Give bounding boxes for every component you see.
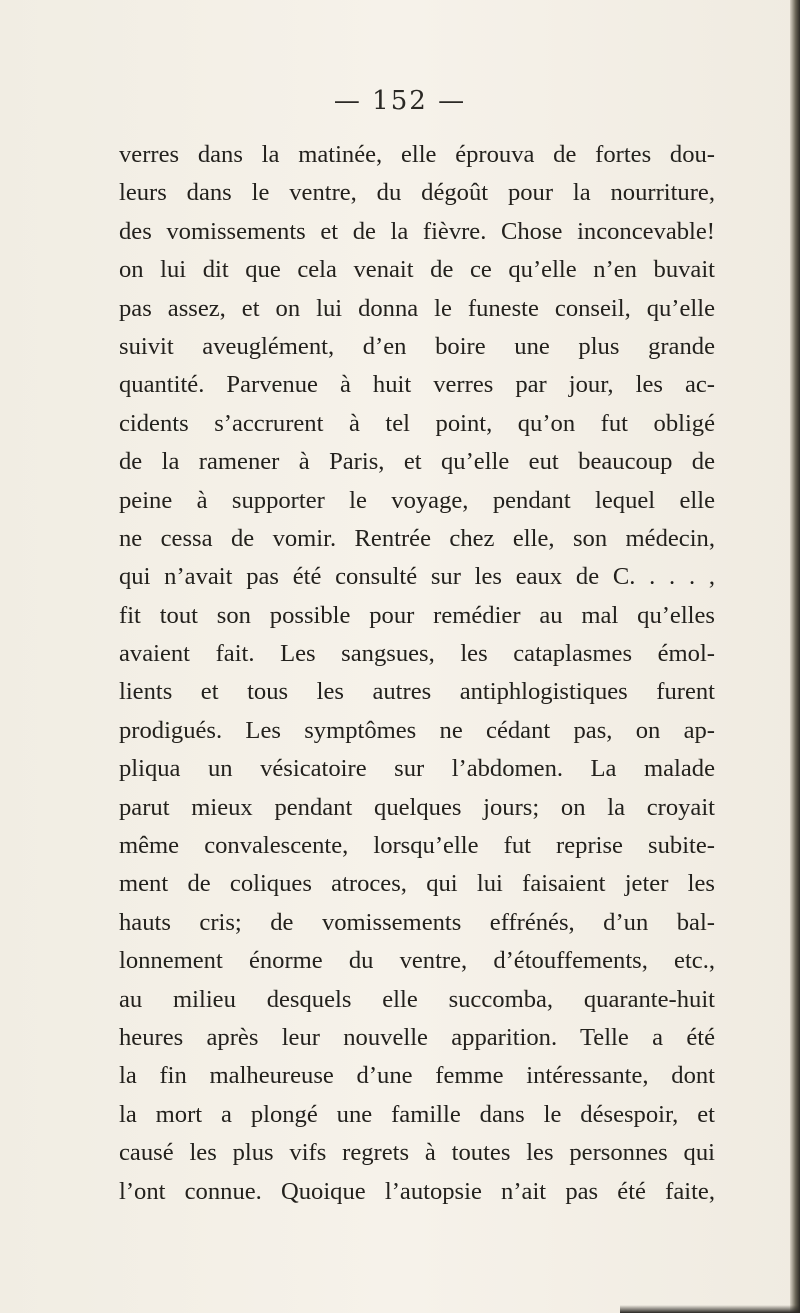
body-text xyxy=(119,136,715,1211)
text-line: verres dans la matinée, elle éprouva de fortes dou- xyxy=(119,141,715,168)
text-line: hauts cris; de vomissements effrénés, d’un bal- xyxy=(119,908,715,936)
text-line: ment de coliques atroces, qui lui faisaient jeter les xyxy=(119,870,715,898)
text-line: la fin malheureuse d’une femme intéressante, dont xyxy=(119,1062,715,1090)
text-line: cidents s’accrurent à tel point, qu’on fut obligé xyxy=(119,409,715,437)
text-line: causé les plus vifs regrets à toutes les personnes qui xyxy=(119,1139,715,1167)
text-line: au milieu desquels elle succomba, quarante-huit xyxy=(119,985,715,1013)
text-line: ne cessa de vomir. Rentrée chez elle, son médecin, xyxy=(119,524,715,552)
text-line: la mort a plongé une famille dans le désespoir, et xyxy=(119,1100,715,1128)
text-line: heures après leur nouvelle apparition. Telle a été xyxy=(119,1023,715,1051)
text-line: parut mieux pendant quelques jours; on la croyait xyxy=(119,793,715,821)
text-line: lonnement énorme du ventre, d’étouffements, etc., xyxy=(119,947,715,975)
text-line: pas assez, et on lui donna le funeste conseil, qu’elle xyxy=(119,294,715,322)
page-edge-shadow xyxy=(790,0,800,1313)
text-line: peine à supporter le voyage, pendant lequel elle xyxy=(119,486,715,514)
text-line: suivit aveuglément, d’en boire une plus grande xyxy=(119,332,715,360)
text-line: avaient fait. Les sangsues, les cataplasmes émol- xyxy=(119,640,715,668)
text-line: quantité. Parvenue à huit verres par jour, les ac- xyxy=(119,371,715,399)
page-number: — 152 — xyxy=(333,86,467,116)
text-line: même convalescente, lorsqu’elle fut reprise subite- xyxy=(119,832,715,860)
text-line: de la ramener à Paris, et qu’elle eut beaucoup de xyxy=(119,448,715,476)
text-line: prodigués. Les symptômes ne cédant pas, on ap- xyxy=(119,716,715,744)
text-line: qui n’avait pas été consulté sur les eaux de C. . . . , xyxy=(119,563,715,591)
page-bottom-shadow xyxy=(620,1305,800,1313)
text-line: des vomissements et de la fièvre. Chose inconcevable! xyxy=(119,217,715,245)
text-line: lients et tous les autres antiphlogistiques furent xyxy=(119,678,715,706)
text-line: pliqua un vésicatoire sur l’abdomen. La malade xyxy=(119,755,715,783)
text-line: on lui dit que cela venait de ce qu’elle n’en buvait xyxy=(119,256,715,284)
text-line: leurs dans le ventre, du dégoût pour la nourriture, xyxy=(119,179,715,207)
text-line: l’ont connue. Quoique l’autopsie n’ait pas été faite, xyxy=(119,1177,715,1205)
text-line: fit tout son possible pour remédier au mal qu’elles xyxy=(119,601,715,629)
